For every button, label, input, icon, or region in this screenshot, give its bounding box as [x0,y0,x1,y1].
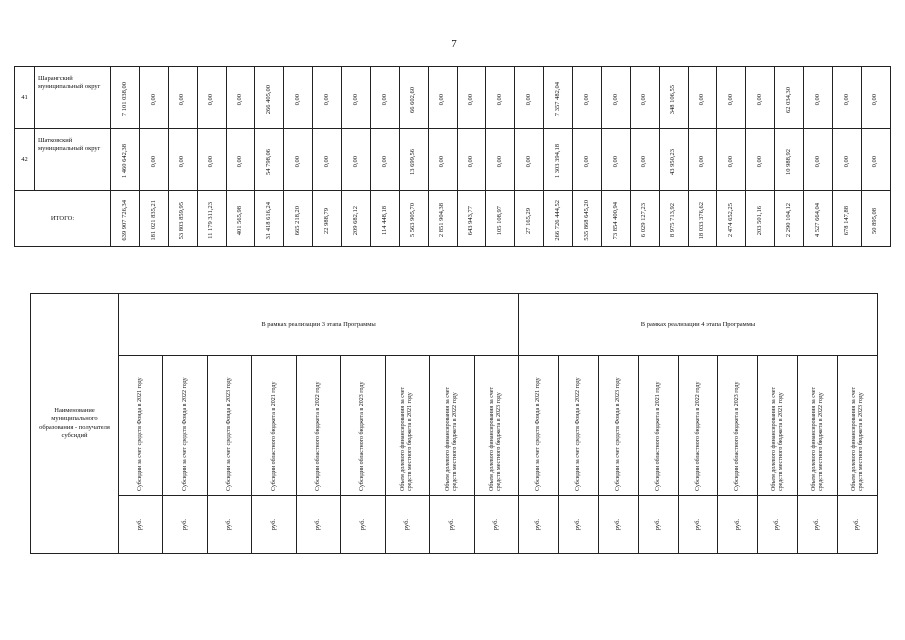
column-header-text: Объем долевого финансирования за счет средств местного бюджета в 2021 году [770,386,784,491]
total-value-text: 203 501,16 [755,205,763,236]
total-value-text: 2 290 104,12 [784,203,792,238]
value-cell [255,129,284,191]
total-value-cell [601,191,630,247]
total-value-text: 8 975 713,92 [669,203,677,238]
value-cell [428,67,457,129]
value-text: 0,00 [611,93,619,106]
value-text: 0,00 [207,93,215,106]
value-text: 66 602,60 [409,86,417,113]
unit-cell [718,496,758,554]
total-value-cell [544,191,573,247]
unit-cell [838,496,878,554]
unit-text: руб. [180,518,188,531]
total-value-text: 11 179 311,23 [207,202,215,239]
column-header-text: Субсидии областного бюджета в 2021 году [654,381,661,491]
unit-text: руб. [447,518,455,531]
table-row [15,67,891,129]
total-value-cell [804,191,833,247]
unit-text: руб. [269,518,277,531]
unit-text: руб. [492,518,499,531]
stage4-column-header [638,356,678,496]
total-value-text: 643 943,77 [467,205,475,236]
total-value-text: 27 165,29 [524,207,532,234]
total-value-cell [573,191,602,247]
stage4-column-header [758,356,798,496]
row-number: 42 [15,129,35,191]
total-value-text: 535 868 645,20 [582,200,590,241]
total-value-cell [457,191,486,247]
column-header-text: Объем долевого финансирования за счет средств местного бюджета в 2021 году [400,386,414,491]
value-text: 10 988,92 [784,148,792,175]
value-text: 266 405,00 [265,84,273,115]
total-value-cell [717,191,746,247]
stage3-column-header [296,356,340,496]
value-text: 0,00 [207,155,215,168]
value-cell [197,67,226,129]
value-text: 0,00 [322,155,330,168]
value-text: 0,00 [293,155,301,168]
value-cell [688,67,717,129]
value-cell [746,129,775,191]
unit-text: руб. [733,518,741,531]
unit-text: руб. [225,518,233,531]
total-value-text: 114 448,18 [380,205,388,235]
value-cell [168,67,197,129]
value-cell [313,67,342,129]
stage3-column-header [341,356,385,496]
total-value-cell [342,191,371,247]
total-value-cell [226,191,255,247]
value-text: 54 798,06 [265,148,273,175]
unit-cell [678,496,718,554]
value-text: 1 303 394,18 [553,144,561,179]
value-text: 348 106,55 [669,84,677,115]
municipality-name: Шатковский муниципальный округ [35,129,111,191]
subsidy-header-table [30,293,878,554]
value-cell [399,129,428,191]
value-cell [342,129,371,191]
total-value-text: 401 565,98 [236,205,244,236]
unit-row [31,496,878,554]
value-cell [342,67,371,129]
value-cell [197,129,226,191]
total-label: ИТОГО: [15,191,111,247]
unit-cell [207,496,251,554]
value-cell [168,129,197,191]
unit-cell [598,496,638,554]
stage-header-row [31,294,878,356]
value-cell [746,67,775,129]
column-header-text: Объем долевого финансирования за счет средств местного бюджета в 2022 году [810,386,824,491]
total-value-text: 53 803 859,95 [178,201,186,240]
total-value-cell [197,191,226,247]
value-text: 62 034,30 [784,86,792,113]
value-cell [573,67,602,129]
stage4-header: В рамках реализации 4 этапа Программы [519,294,878,356]
unit-cell [119,496,163,554]
total-value-cell [659,191,688,247]
value-cell [775,67,804,129]
total-value-cell [139,191,168,247]
municipality-name-header: Наименование муниципального образования - получателя субсидий [31,294,119,554]
unit-cell [558,496,598,554]
value-cell [111,67,140,129]
value-cell [573,129,602,191]
value-text: 0,00 [640,93,648,106]
value-cell [775,129,804,191]
value-cell [544,67,573,129]
total-value-text: 181 021 835,21 [149,200,157,241]
stage3-column-header [252,356,296,496]
column-header-text: Объем долевого финансирования за счет средств местного бюджета в 2023 году [489,386,503,491]
row-number: 41 [15,67,35,129]
value-text: 0,00 [496,155,504,168]
value-text: 13 699,56 [409,148,417,175]
value-text: 0,00 [149,155,157,168]
unit-text: руб. [773,518,781,531]
value-cell [284,129,313,191]
value-text: 0,00 [611,155,619,168]
total-value-cell [313,191,342,247]
page-number: 7 [451,38,457,50]
unit-cell [296,496,340,554]
value-text: 0,00 [322,93,330,106]
total-value-text: 18 033 376,62 [698,201,706,240]
total-value-cell [861,191,890,247]
value-text: 0,00 [178,155,186,168]
value-cell [486,129,515,191]
unit-cell [758,496,798,554]
total-value-text: 2 851 904,38 [438,203,446,238]
total-value-cell [515,191,544,247]
value-cell [659,129,688,191]
total-value-cell [630,191,659,247]
column-header-text: Субсидии областного бюджета в 2023 году [359,381,366,491]
stage4-column-header [558,356,598,496]
value-cell [111,129,140,191]
value-text: 0,00 [582,93,590,106]
value-cell [515,129,544,191]
unit-text: руб. [314,518,322,531]
value-cell [861,67,890,129]
value-text: 0,00 [467,155,475,168]
total-value-cell [370,191,399,247]
value-text: 0,00 [698,155,706,168]
stage3-column-header [119,356,163,496]
column-header-text: Субсидии за счет средств Фонда в 2022 году [574,376,581,491]
total-value-text: 678 147,88 [842,205,850,236]
value-text: 43 950,23 [669,148,677,175]
stage3-column-header [207,356,251,496]
unit-text: руб. [813,518,821,531]
value-text: 0,00 [640,155,648,168]
value-cell [601,67,630,129]
total-value-cell [284,191,313,247]
value-text: 0,00 [842,155,850,168]
stage3-column-header [430,356,474,496]
value-text: 0,00 [582,155,590,168]
stage4-column-header [598,356,638,496]
value-cell [370,129,399,191]
value-cell [255,67,284,129]
value-cell [457,67,486,129]
value-cell [717,129,746,191]
value-cell [457,129,486,191]
column-header-text: Объем долевого финансирования за счет средств местного бюджета в 2023 году [850,386,864,491]
unit-cell [474,496,519,554]
value-cell [544,129,573,191]
value-text: 0,00 [380,155,388,168]
stage3-column-header [474,356,519,496]
value-text: 0,00 [496,93,504,106]
unit-cell [252,496,296,554]
value-text: 1 460 642,38 [120,144,128,179]
column-header-text: Субсидии за счет средств Фонда в 2023 году [226,376,233,491]
value-cell [832,129,861,191]
total-value-cell [688,191,717,247]
value-text: 0,00 [871,155,879,168]
value-text: 0,00 [293,93,301,106]
value-text: 0,00 [524,155,532,168]
value-text: 0,00 [380,93,388,106]
column-header-row [31,356,878,496]
municipality-name: Шарангский муниципальный округ [35,67,111,129]
unit-cell [430,496,474,554]
value-cell [139,67,168,129]
unit-text: руб. [574,518,582,531]
value-cell [515,67,544,129]
value-cell [688,129,717,191]
column-header-text: Субсидии областного бюджета в 2022 году [315,381,322,491]
unit-text: руб. [613,518,621,531]
column-header-text: Субсидии за счет средств Фонда в 2021 году [137,376,144,491]
column-header-text: Субсидии за счет средств Фонда в 2023 году [614,376,621,491]
total-value-text: 209 682,12 [351,205,359,236]
value-text: 0,00 [438,155,446,168]
total-value-cell [832,191,861,247]
value-cell [370,67,399,129]
value-cell [601,129,630,191]
unit-cell [798,496,838,554]
unit-text: руб. [534,518,542,531]
column-header-text: Субсидии за счет средств Фонда в 2022 году [181,376,188,491]
value-text: 7 357 482,04 [553,82,561,117]
stage4-column-header [838,356,878,496]
value-cell [139,129,168,191]
unit-cell [341,496,385,554]
unit-cell [163,496,207,554]
total-value-text: 2 474 652,25 [727,203,735,238]
unit-text: руб. [136,518,144,531]
value-text: 0,00 [351,93,359,106]
value-cell [284,67,313,129]
value-text: 0,00 [813,155,821,168]
stage3-column-header [163,356,207,496]
stage4-column-header [519,356,559,496]
total-value-cell [399,191,428,247]
stage3-column-header [385,356,429,496]
value-cell [717,67,746,129]
total-value-cell [168,191,197,247]
value-text: 0,00 [842,93,850,106]
value-text: 0,00 [178,93,186,106]
total-value-text: 4 527 664,04 [813,203,821,238]
value-text: 0,00 [727,93,735,106]
value-cell [832,67,861,129]
value-text: 0,00 [438,93,446,106]
unit-text: руб. [358,518,366,531]
unit-text: руб. [403,518,411,531]
stage4-column-header [678,356,718,496]
stage4-column-header [798,356,838,496]
total-value-cell [111,191,140,247]
value-text: 0,00 [727,155,735,168]
value-text: 0,00 [467,93,475,106]
value-text: 0,00 [236,155,244,168]
unit-cell [519,496,559,554]
value-cell [804,129,833,191]
value-text: 0,00 [755,155,763,168]
column-header-text: Субсидии областного бюджета в 2021 году [270,381,277,491]
value-cell [313,129,342,191]
unit-text: руб. [853,518,861,531]
total-value-text: 31 418 616,24 [265,201,273,240]
total-value-text: 5 563 905,70 [409,203,417,238]
value-text: 0,00 [698,93,706,106]
value-cell [659,67,688,129]
total-value-text: 6 029 127,23 [640,203,648,238]
value-cell [861,129,890,191]
total-value-text: 266 726 444,52 [553,200,561,241]
column-header-text: Субсидии областного бюджета в 2023 году [734,381,741,491]
value-text: 0,00 [524,93,532,106]
value-text: 0,00 [149,93,157,106]
value-text: 7 101 038,00 [120,82,128,117]
total-value-cell [255,191,284,247]
total-value-text: 105 108,97 [496,205,504,236]
total-value-cell [486,191,515,247]
value-cell [399,67,428,129]
column-header-text: Субсидии областного бюджета в 2022 году [694,381,701,491]
value-cell [630,129,659,191]
value-text: 0,00 [351,155,359,168]
value-cell [630,67,659,129]
unit-text: руб. [693,518,701,531]
unit-cell [638,496,678,554]
total-value-cell [746,191,775,247]
value-cell [226,67,255,129]
value-cell [226,129,255,191]
subsidy-data-table [14,66,891,247]
column-header-text: Субсидии за счет средств Фонда в 2021 году [535,376,541,491]
total-value-text: 73 854 400,94 [611,201,619,240]
total-value-cell [775,191,804,247]
value-text: 0,00 [236,93,244,106]
total-value-text: 665 218,20 [293,205,301,236]
value-cell [428,129,457,191]
total-value-text: 50 895,08 [871,207,879,234]
unit-cell [385,496,429,554]
stage3-header: В рамках реализации 3 этапа Программы [119,294,519,356]
value-text: 0,00 [755,93,763,106]
unit-text: руб. [653,518,661,531]
value-cell [486,67,515,129]
total-row [15,191,891,247]
value-text: 0,00 [813,93,821,106]
total-value-text: 22 988,79 [322,207,330,234]
table-row [15,129,891,191]
stage4-column-header [718,356,758,496]
value-text: 0,00 [871,93,879,106]
value-cell [804,67,833,129]
total-value-cell [428,191,457,247]
total-value-text: 639 907 726,34 [120,200,128,241]
column-header-text: Объем долевого финансирования за счет средств местного бюджета в 2022 году [444,386,458,491]
